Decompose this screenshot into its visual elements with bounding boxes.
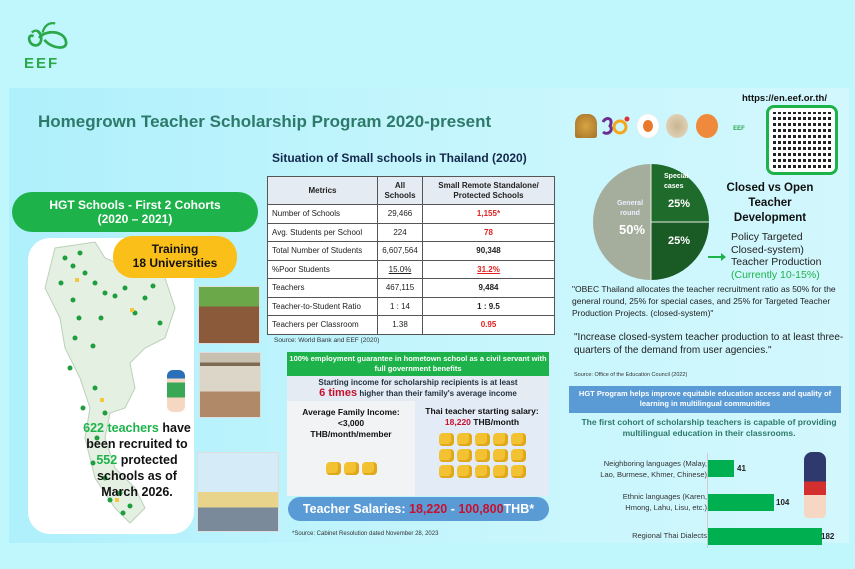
training-universities-pill — [113, 236, 237, 278]
cvo-line3: Teacher Production — [731, 256, 822, 268]
coin-icon — [493, 449, 508, 462]
table-source: Source: World Bank and EEF (2020) — [274, 337, 380, 344]
teacher-coins — [432, 433, 532, 478]
cell-all: 1.38 — [378, 316, 423, 335]
coin-icon — [493, 465, 508, 478]
family-coins — [287, 462, 415, 475]
obec-logo-icon — [637, 114, 659, 138]
coin-icon — [439, 433, 454, 446]
dirt-road-photo — [198, 286, 260, 344]
closed-vs-open-desc — [731, 231, 821, 281]
recruit-text2: protected schools as of March 2026. — [97, 453, 178, 499]
recruit-text1: have been recruited to — [86, 421, 191, 451]
table-row — [268, 260, 555, 279]
multilingual-banner: HGT Program helps improve equitable education access and quality of learning in multilingual communities — [569, 386, 841, 413]
cell-small: 31.2% — [423, 260, 555, 279]
cell-all: 6,607,564 — [378, 242, 423, 261]
table-row — [268, 205, 555, 224]
teacher-illustration-icon — [167, 370, 185, 412]
pie-targeted-pct: 25% — [668, 235, 691, 247]
cell-metric: Teacher-to-Student Ratio — [268, 297, 378, 316]
starting-income-box — [287, 376, 549, 401]
cell-metric: Avg. Students per School — [268, 223, 378, 242]
bar-regional — [708, 528, 822, 545]
cell-small: 90,348 — [423, 242, 555, 261]
coin-icon — [457, 433, 472, 446]
bar-value-regional: 182 — [821, 532, 835, 541]
teachers-count: 622 teachers — [83, 421, 159, 435]
dancer-illustration-icon — [804, 452, 826, 518]
bar-label-line: Ethnic languages (Karen, — [622, 492, 707, 501]
cvo-line2: Closed-system) — [731, 243, 804, 256]
salary-source: *Source: Cabinet Resolution dated November 28, 2023 — [292, 531, 439, 537]
coin-icon — [511, 449, 526, 462]
teacher-salary-unit: THB/month — [473, 417, 520, 427]
coin-icon — [362, 462, 377, 475]
table-row — [268, 297, 555, 316]
cell-all: 224 — [378, 223, 423, 242]
school-building-photo — [199, 352, 261, 418]
coin-icon — [511, 465, 526, 478]
eef-small-logo-icon: EEF — [733, 126, 745, 132]
arrow-head-icon — [721, 253, 726, 261]
employment-guarantee-banner: 100% employment guarantee in hometown school as a civil servant with full government benefits — [287, 352, 549, 376]
coin-icon — [344, 462, 359, 475]
bar-label-line: Neighboring languages (Malay, — [603, 459, 707, 468]
bar-label-ethnic — [623, 491, 707, 513]
table-row — [268, 316, 555, 335]
welcome-teacher-photo — [197, 452, 279, 532]
cvo-line1: Policy Targeted — [731, 231, 803, 243]
pie-slice-targeted — [651, 222, 709, 280]
bar-label-line: Regional Thai Dialects — [632, 531, 707, 540]
cell-small: 0.95 — [423, 316, 555, 335]
header-all-schools: All Schools — [378, 177, 423, 205]
cell-metric: Teachers — [268, 279, 378, 298]
family-income-value: <3,000 — [337, 418, 365, 428]
closed-vs-open-title: Closed vs Open Teacher Development — [726, 182, 814, 224]
table-row — [268, 223, 555, 242]
hgt-pill-line2: (2020 – 2021) — [97, 212, 173, 226]
cell-all: 1 : 14 — [378, 297, 423, 316]
website-url[interactable]: https://en.eef.or.th/ — [742, 93, 827, 104]
education-council-logo-icon — [666, 114, 688, 138]
header-metrics: Metrics — [268, 177, 378, 205]
obec-quote: "OBEC Thailand allocates the teacher recruitment ratio as 50% for the general round, 25% for special cases, and 25% for Targeted Teacher Production Projects. (closed-system)" — [572, 284, 836, 318]
bar-value-neighboring: 41 — [737, 464, 746, 473]
teacher-salary-box — [415, 401, 549, 496]
coin-icon — [475, 433, 490, 446]
coin-icon — [511, 433, 526, 446]
cell-all: 467,115 — [378, 279, 423, 298]
bar-label-line: Lao, Burmese, Khmer, Chinese) — [600, 470, 707, 479]
bar-label-line: Hmong, Lahu, Lisu, etc.) — [625, 503, 707, 512]
coin-icon — [457, 465, 472, 478]
bar-label-neighboring — [600, 458, 707, 480]
qr-code[interactable] — [766, 105, 838, 175]
cell-all: 15.0% — [378, 260, 423, 279]
salary-separator: - — [447, 502, 459, 516]
30-years-logo-icon — [600, 114, 630, 138]
eef-logo-text: EEF — [24, 55, 60, 72]
salary-min: 18,220 — [409, 502, 448, 516]
coin-icon — [475, 465, 490, 478]
table-title: Situation of Small schools in Thailand (2020) — [272, 151, 527, 165]
header-small-schools: Small Remote Standalone/ Protected Schools — [423, 177, 555, 205]
pie-special-pct: 25% — [668, 198, 691, 210]
times-multiplier: 6 times — [319, 387, 358, 399]
teacher-salary-value: 18,220 — [444, 417, 471, 427]
cell-metric: Total Number of Students — [268, 242, 378, 261]
recruitment-summary — [78, 420, 196, 500]
salary-unit: THB* — [503, 502, 535, 516]
salary-max: 100,800 — [458, 502, 504, 516]
council-source: Source: Office of the Education Council (2022) — [574, 372, 688, 378]
pie-special-label: Special cases — [664, 173, 689, 190]
bar-value-ethnic: 104 — [776, 498, 790, 507]
coin-icon — [457, 449, 472, 462]
first-cohort-statement: The first cohort of scholarship teachers is capable of providing multilingual education in their classrooms. — [581, 417, 837, 438]
pie-general-label: General round — [616, 200, 644, 217]
teacher-salaries-pill — [288, 497, 549, 521]
page-title: Homegrown Teacher Scholarship Program 2020-present — [38, 112, 492, 131]
cell-metric: %Poor Students — [268, 260, 378, 279]
cell-metric: Teachers per Classroom — [268, 316, 378, 335]
bar-label-regional — [632, 530, 707, 541]
family-income-unit: THB/month/member — [310, 429, 392, 439]
cell-metric: Number of Schools — [268, 205, 378, 224]
cell-all: 29,466 — [378, 205, 423, 224]
bar-neighboring — [708, 460, 734, 477]
pie-general-pct: 50% — [618, 222, 646, 237]
teacher-salary-label: Thai teacher starting salary: — [425, 406, 539, 416]
cvo-line4: (Currently 10-15%) — [731, 268, 820, 281]
starting-income-line2: higher than their family's average income — [359, 389, 517, 398]
cell-small: 9,484 — [423, 279, 555, 298]
eef-logo-icon — [22, 20, 74, 56]
cell-small: 1,155* — [423, 205, 555, 224]
starting-income-line1: Starting income for scholarship recipients is at least — [318, 378, 518, 387]
bar-ethnic — [708, 494, 774, 511]
coin-icon — [475, 449, 490, 462]
table-row — [268, 242, 555, 261]
cell-small: 1 : 9.5 — [423, 297, 555, 316]
hgt-schools-pill — [12, 192, 258, 232]
training-pill-line1: Training — [151, 242, 199, 256]
coin-icon — [439, 465, 454, 478]
training-pill-line2: 18 Universities — [132, 256, 218, 270]
schools-count: 552 — [96, 453, 118, 467]
coin-icon — [439, 449, 454, 462]
family-income-label: Average Family Income: — [302, 407, 400, 417]
salary-label: Teacher Salaries: — [302, 502, 406, 516]
ministry-orange-logo-icon — [696, 114, 718, 138]
coin-icon — [326, 462, 341, 475]
coin-icon — [493, 433, 508, 446]
hgt-pill-line1: HGT Schools - First 2 Cohorts — [49, 198, 221, 212]
ministry-emblem-icon — [575, 114, 597, 138]
council-quote: "Increase closed-system teacher production to at least three-quarters of the demand from user agencies." — [574, 332, 844, 356]
cell-small: 78 — [423, 223, 555, 242]
table-row — [268, 279, 555, 298]
small-schools-table — [267, 176, 555, 335]
qr-code-icon — [773, 112, 831, 168]
family-income-box — [287, 401, 415, 496]
